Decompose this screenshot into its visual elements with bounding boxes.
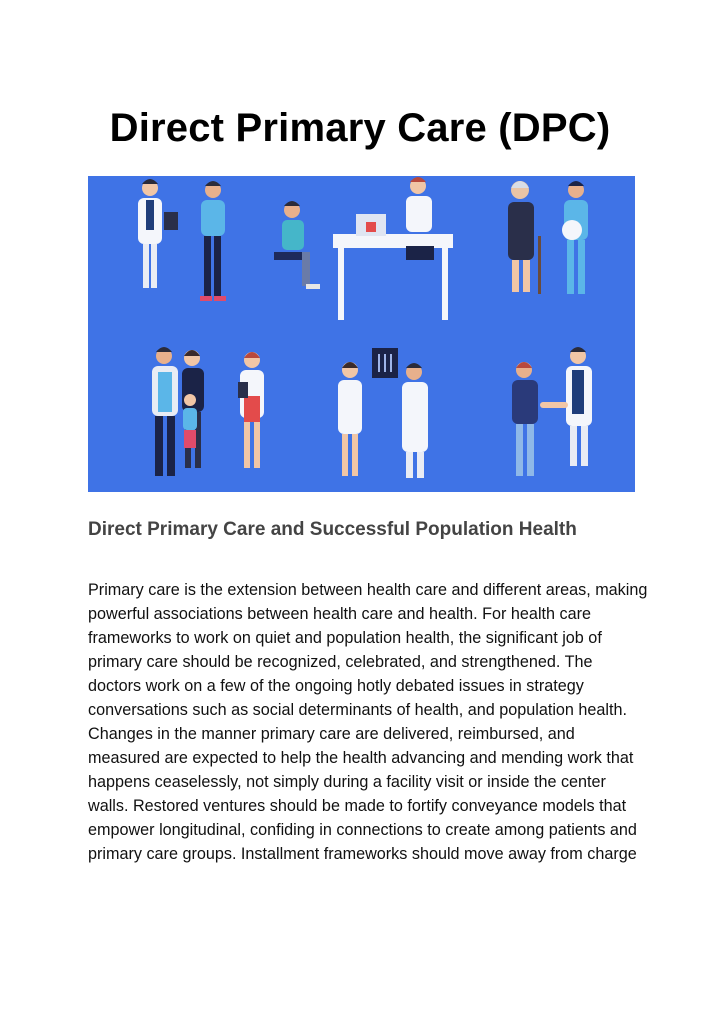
hero-illustration <box>88 176 635 492</box>
medical-team-illustration-icon <box>88 176 635 492</box>
paragraph: Primary care is the extension between health care and different areas, making powerful associations between health care and health. For health care frameworks to work on quiet and population health, the significant job of primary care should be recognized, celebrated, and strengthened. The doctors work on a few of the ongoing hotly debated issues in strategy conversations such as social determinants of health, and population health. <box>88 581 648 719</box>
page-title: Direct Primary Care (DPC) <box>109 106 611 150</box>
paragraph: Changes in the manner primary care are delivered, reimbursed, and measured are expected to help the health advancing and mending work that happens ceaselessly, not simply during a facility visit or inside the center walls. Restored ventures should be made to fortify conveyance models that empower longitudinal, confiding in connections to create among patients and primary care groups. Installment frameworks should move away from charge <box>88 725 637 863</box>
section-heading: Direct Primary Care and Successful Population Health <box>88 519 577 540</box>
body-text <box>88 578 648 866</box>
